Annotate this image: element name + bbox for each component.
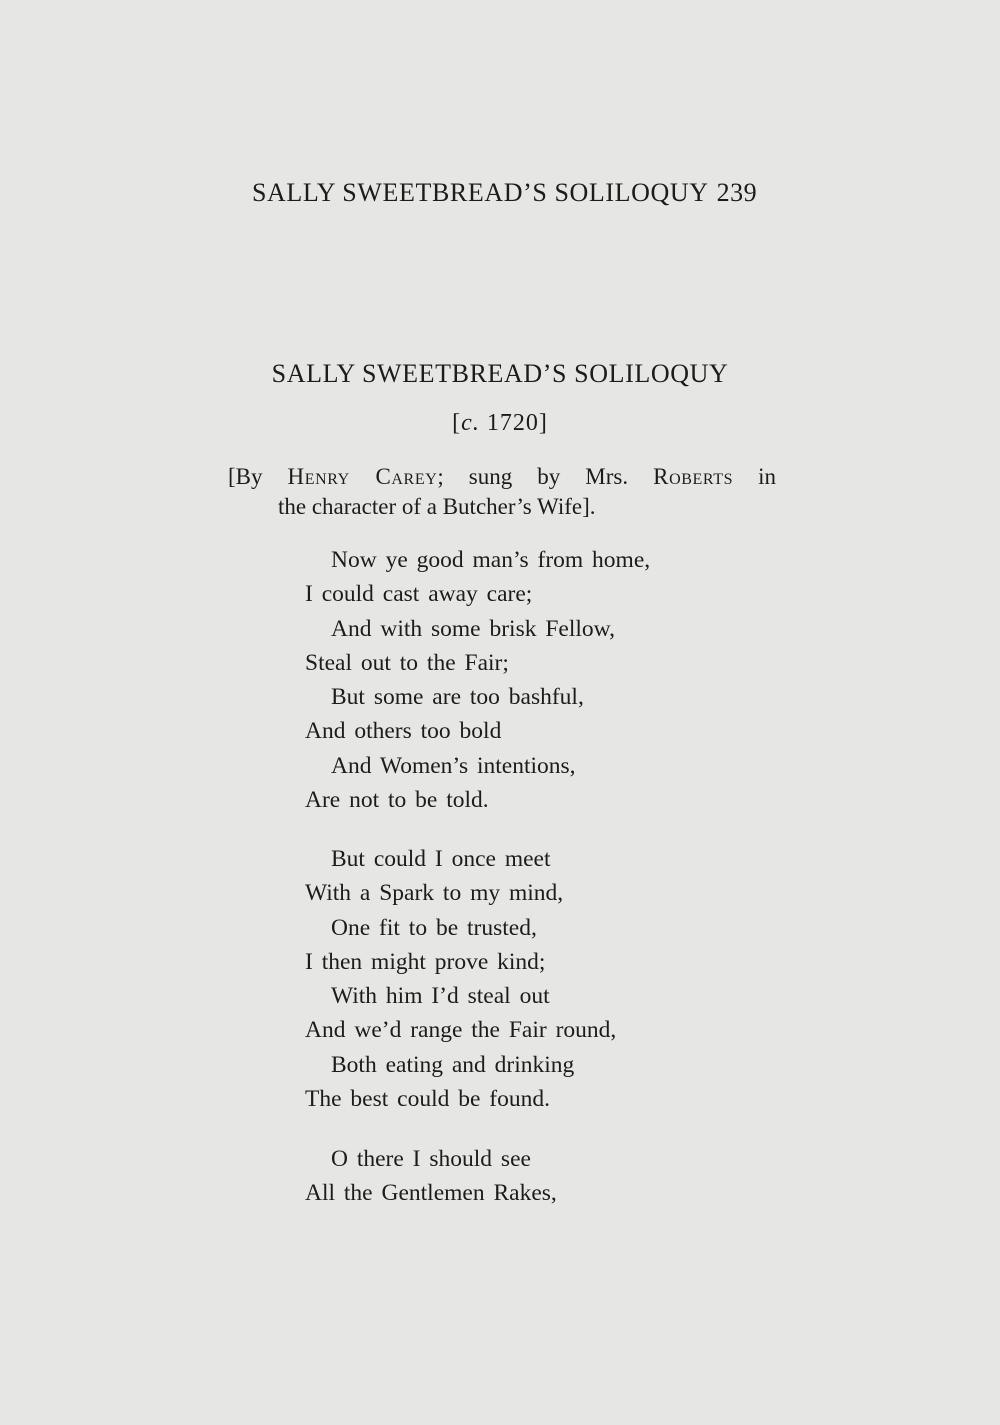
attribution-mid: ; sung by Mrs.: [437, 464, 654, 489]
running-head-title: SALLY SWEETBREAD’S SOLILOQUY: [252, 178, 709, 207]
verse-line: And others too bold: [305, 718, 502, 745]
stanza-2: [305, 842, 616, 1116]
poem-date: [0, 410, 1000, 437]
verse-line: And Women’s intentions,: [331, 752, 576, 779]
verse-line: Steal out to the Fair;: [305, 649, 509, 676]
running-head: [252, 178, 782, 208]
verse-line: With a Spark to my mind,: [305, 880, 564, 907]
verse-line: Both eating and drinking: [331, 1051, 575, 1078]
verse-line: And with some brisk Fellow,: [331, 615, 615, 642]
verse-line: All the Gentlemen Rakes,: [305, 1180, 557, 1207]
attribution-note: [228, 462, 776, 522]
attribution-tail: in: [733, 464, 777, 489]
verse-line: But could I once meet: [331, 846, 551, 872]
verse-line: With him I’d steal out: [331, 983, 550, 1010]
verse-line: Are not to be told.: [305, 787, 489, 814]
date-year: 1720]: [479, 410, 548, 436]
verse-line: I could cast away care;: [305, 581, 533, 608]
verse-line: The best could be found.: [305, 1086, 550, 1113]
verse-line: Now ye good man’s from home,: [331, 547, 651, 573]
date-bracket-open: [: [452, 410, 462, 436]
verse-line: O there I should see: [331, 1146, 531, 1172]
singer-name: Roberts: [653, 464, 734, 489]
verse-line: And we’d range the Fair round,: [305, 1017, 617, 1044]
page-number: 239: [716, 178, 758, 207]
verse-line: I then might prove kind;: [305, 948, 546, 975]
attribution-line-2: the character of a Butcher’s Wife].: [278, 494, 596, 519]
attribution-open: [By: [228, 464, 288, 489]
stanza-3: [305, 1142, 557, 1211]
attribution-line-1: [228, 462, 776, 492]
verse-line: One fit to be trusted,: [331, 914, 537, 941]
date-circa: c.: [461, 410, 480, 436]
stanza-1: [305, 543, 650, 817]
poem-title: SALLY SWEETBREAD’S SOLILOQUY: [271, 359, 729, 388]
author-name: Henry Carey: [287, 464, 438, 489]
verse-line: But some are too bashful,: [331, 684, 584, 711]
